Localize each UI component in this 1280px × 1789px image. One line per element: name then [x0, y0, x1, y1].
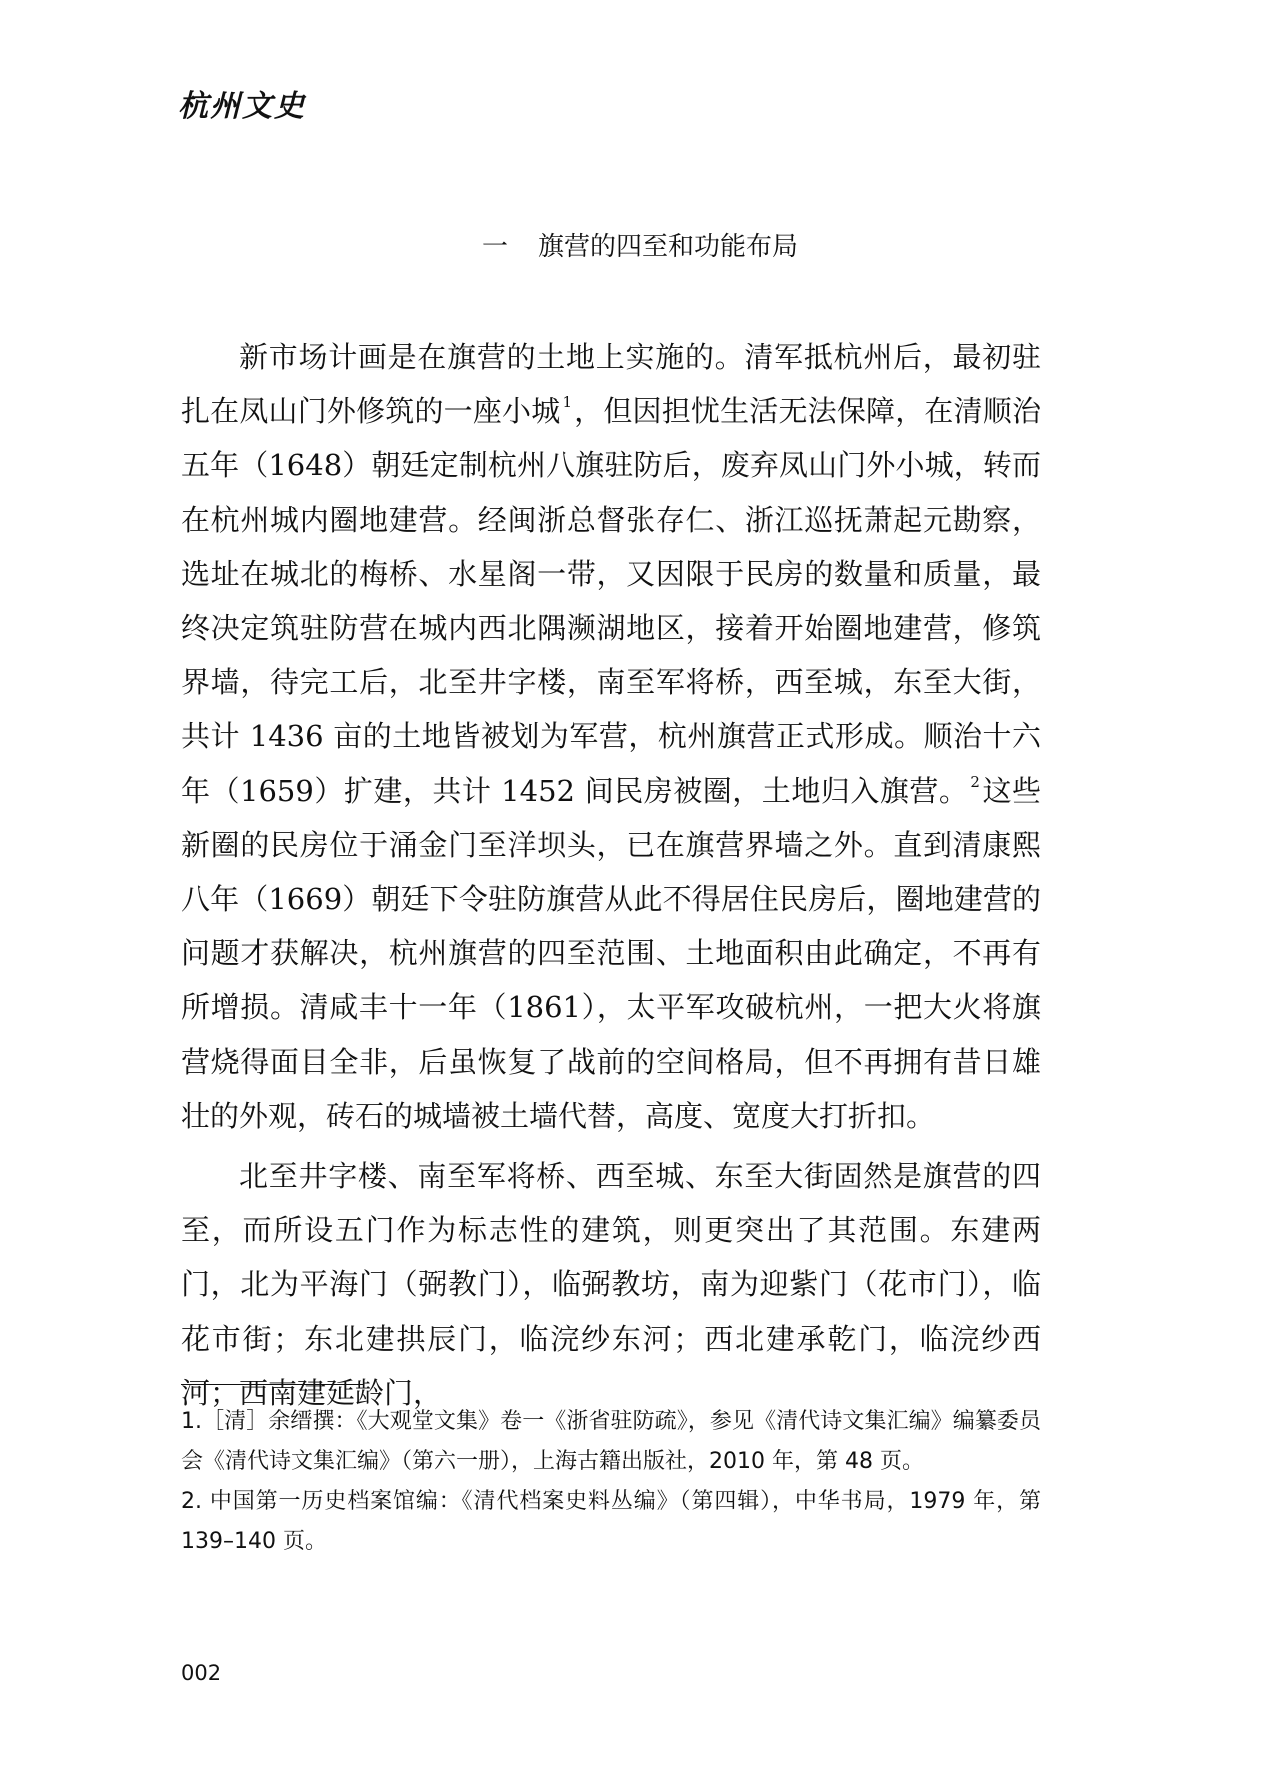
footnotes: [181, 1402, 1041, 1562]
section-title: 旗营的四至和功能布局: [538, 232, 799, 262]
page-number: 002: [181, 1661, 222, 1685]
section-number: 一: [481, 232, 508, 262]
footnote-ref-2[interactable]: 2: [970, 772, 980, 791]
paragraph-1: [181, 330, 1041, 1143]
footnote-1: 1.［清］余缙撰：《大观堂文集》卷一《浙省驻防疏》，参见《清代诗文集汇编》编纂委员会《清代诗文集汇编》（第六一册），上海古籍出版社，2010 年，第 48 页。: [181, 1409, 1041, 1474]
footnote-2: 2. 中国第一历史档案馆编：《清代档案史料丛编》（第四辑），中华书局，1979 年，第 139–140 页。: [181, 1489, 1041, 1554]
footnote-ref-1[interactable]: 1: [562, 393, 572, 412]
paragraph-2: 北至井字楼、南至军将桥、西至城、东至大街固然是旗营的四至，而所设五门作为标志性的建筑，则更突出了其范围。东建两门，北为平海门（弼教门），临弼教坊，南为迎紫门（花市门），临花市街；东北建拱辰门，临浣纱东河；西北建承乾门，临浣纱西河；西南建延龄门，: [181, 1159, 1041, 1410]
paragraph-1-part-1: 新市场计画是在旗营的土地上实施的。清军抵杭州后，最初驻扎在凤山门外修筑的一座小城: [181, 340, 1041, 429]
body-text: [181, 330, 1041, 1422]
paragraph-1-part-3: 这些新圈的民房位于涌金门至洋坝头，已在旗营界墙之外。直到清康熙八年（1669）朝廷下令驻防旗营从此不得居住民房后，圈地建营的问题才获解决，杭州旗营的四至范围、土地面积由此确定，不再有所增损。清咸丰十一年（1861），太平军攻破杭州，一把大火将旗营烧得面目全非，后虽恢复了战前的空间格局，但不再拥有昔日雄壮的外观，砖石的城墙被土墙代替，高度、宽度大打折扣。: [181, 773, 1041, 1133]
footnote-divider: [181, 1384, 363, 1385]
section-heading: [0, 234, 1280, 260]
paragraph-1-part-2: ，但因担忧生活无法保障，在清顺治五年（1648）朝廷定制杭州八旗驻防后，废弃凤山门外小城，转而在杭州城内圈地建营。经闽浙总督张存仁、浙江巡抚萧起元勘察，选址在城北的梅桥、水星阁一带，又因限于民房的数量和质量，最终决定筑驻防营在城内西北隅濒湖地区，接着开始圈地建营，修筑界墙，待完工后，北至井字楼，南至军将桥，西至城，东至大街，共计 1436 亩的土地皆被划为军营，杭州旗营正式形成。顺治十六年（1659）扩建，共计 1452 间民房被圈，土地归入旗营。: [181, 394, 1041, 808]
running-header-title: 杭州文史: [178, 89, 306, 124]
